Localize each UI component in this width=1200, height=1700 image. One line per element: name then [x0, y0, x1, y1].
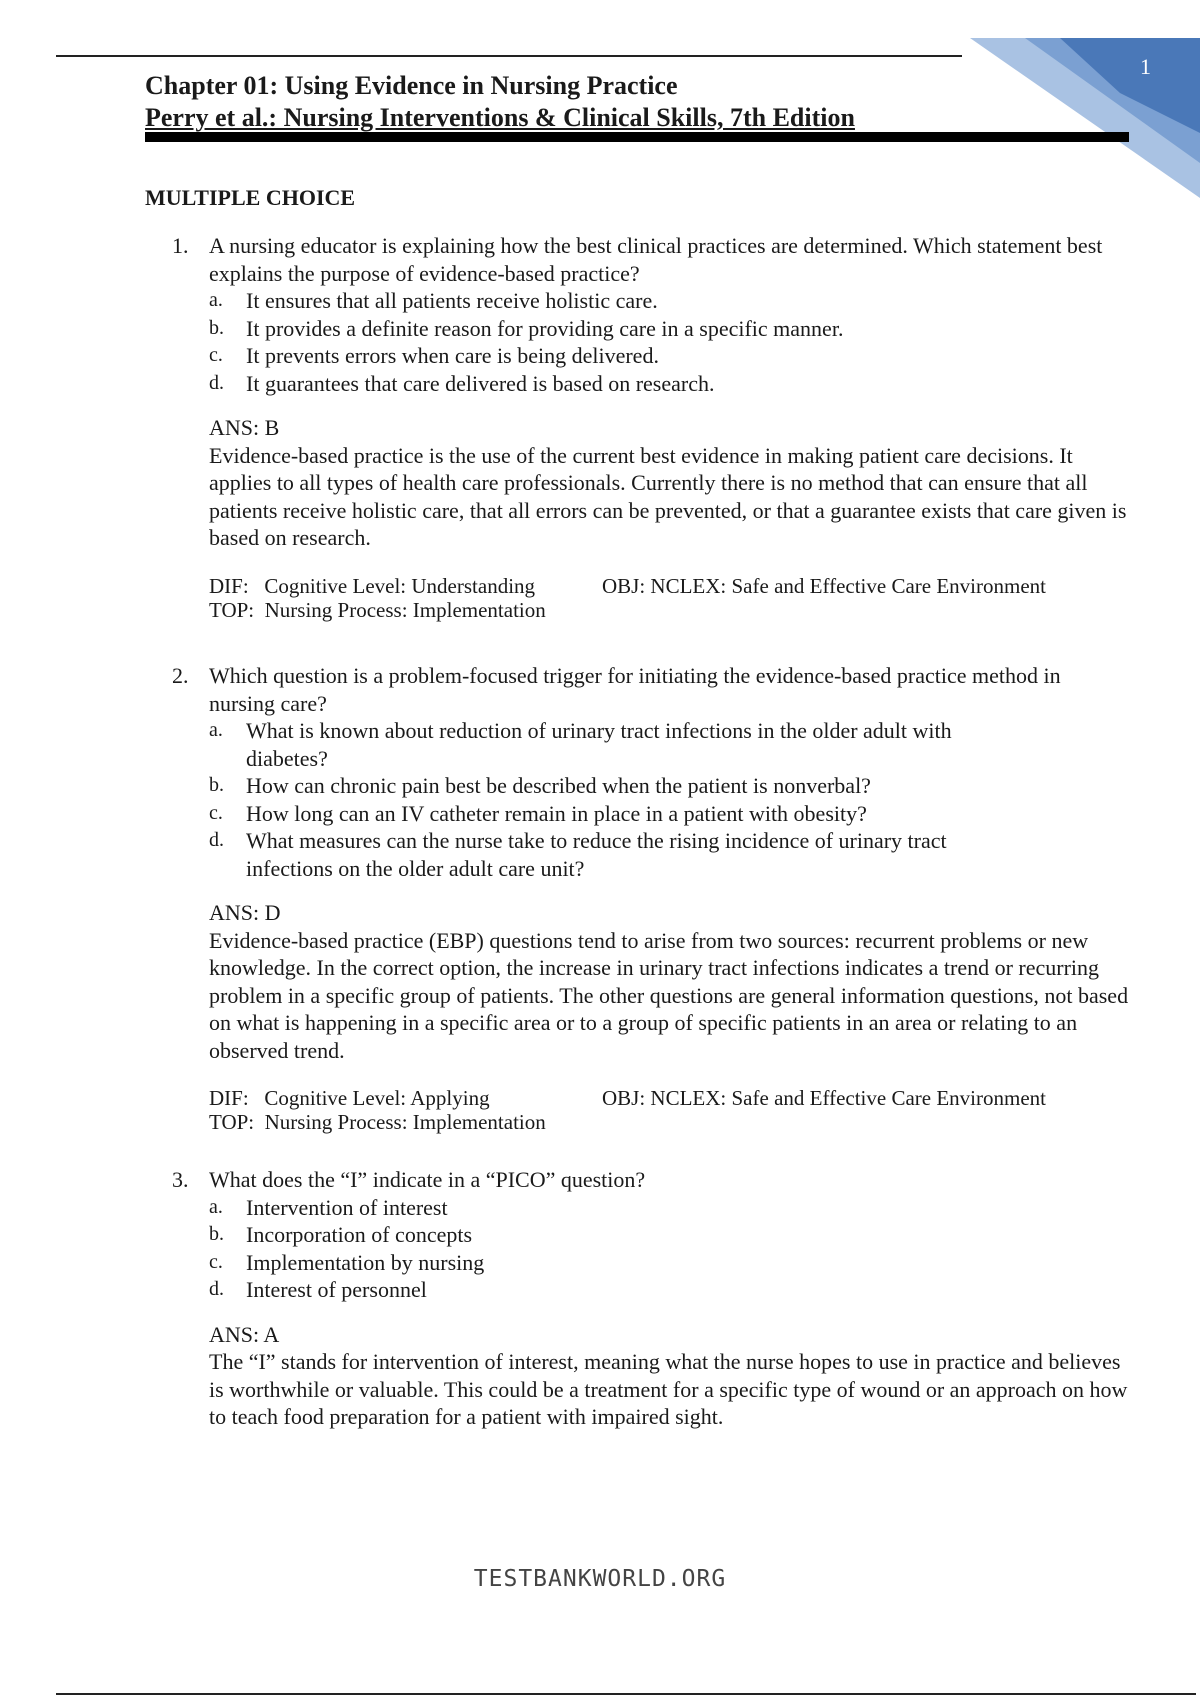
- question-3: [172, 1166, 1128, 1431]
- option-c: c. Implementation by nursing: [209, 1249, 485, 1275]
- objective: OBJ: NCLEX: Safe and Effective Care Environment: [602, 1086, 1046, 1110]
- book-title: Perry et al.: Nursing Interventions & Clinical Skills, 7th Edition: [145, 103, 855, 132]
- option-a: a. What is known about reduction of urinary tract infections in the older adult with diabetes?: [209, 718, 952, 771]
- answer: ANS: B: [209, 415, 280, 440]
- option-a: a. It ensures that all patients receive holistic care.: [209, 288, 658, 313]
- option-d: d. Interest of personnel: [209, 1277, 427, 1302]
- rationale: Evidence-based practice (EBP) questions tend to arise from two sources: recurrent problems or new knowledge. In the correct option, the increase in urinary tract infections indicates a trend or recurring problem in a specific group of patients. The other questions are general information questions, not based on what is happening in a specific area or to a group of specific patients in an area or relating to an observed trend.: [209, 927, 1129, 1063]
- option-b: b. Incorporation of concepts: [209, 1222, 473, 1247]
- question-number: 1.: [172, 233, 189, 258]
- topic: TOP: Nursing Process: Implementation: [209, 1110, 546, 1134]
- watermark: TESTBANKWORLD.ORG: [473, 1566, 727, 1592]
- header-bar: [145, 132, 1129, 142]
- bottom-rule: [56, 1693, 1196, 1695]
- question-stem: Which question is a problem-focused trigger for initiating the evidence-based practice method in nursing care?: [209, 663, 1061, 716]
- objective: OBJ: NCLEX: Safe and Effective Care Environment: [602, 573, 1046, 598]
- question-stem: A nursing educator is explaining how the best clinical practices are determined. Which statement best explains the purpose of evidence-based practice?: [209, 233, 1103, 286]
- difficulty: DIF: Cognitive Level: Applying: [209, 1086, 490, 1110]
- option-b: b. It provides a definite reason for providing care in a specific manner.: [209, 315, 844, 341]
- answer: ANS: D: [209, 900, 281, 925]
- difficulty: DIF: Cognitive Level: Understanding: [209, 573, 536, 598]
- options-list: [209, 717, 1122, 882]
- question-stem: What does the “I” indicate in a “PICO” question?: [209, 1167, 646, 1192]
- options-list: [209, 1194, 1122, 1304]
- rationale: The “I” stands for intervention of interest, meaning what the nurse hopes to use in practice and believes is worthwhile or valuable. This could be a treatment for a specific type of wound or an approach on how to teach food preparation for a patient with impaired sight.: [209, 1349, 1128, 1429]
- option-d: d. It guarantees that care delivered is based on research.: [209, 370, 715, 396]
- question-meta: [209, 574, 1122, 622]
- top-rule: [56, 55, 962, 57]
- option-c: c. It prevents errors when care is being delivered.: [209, 343, 659, 368]
- document-header: [145, 70, 1130, 134]
- section-heading: MULTIPLE CHOICE: [145, 185, 356, 210]
- question-meta: [209, 1086, 1122, 1134]
- question-number: 3.: [172, 1167, 189, 1192]
- chapter-title: Chapter 01: Using Evidence in Nursing Practice: [145, 71, 678, 100]
- topic: TOP: Nursing Process: Implementation: [209, 597, 546, 622]
- option-d: d. What measures can the nurse take to reduce the rising incidence of urinary tract infections on the older adult care unit?: [209, 828, 947, 881]
- rationale: Evidence-based practice is the use of the current best evidence in making patient care decisions. It applies to all types of health care professionals. Currently there is no method that can ensure that all patients receive holistic care, that all errors can be prevented, or that a guarantee exists that care given is based on research.: [209, 442, 1127, 550]
- options-list: [209, 287, 1122, 397]
- answer: ANS: A: [209, 1321, 280, 1347]
- page-number: 1: [1140, 54, 1151, 79]
- option-c: c. How long can an IV catheter remain in place in a patient with obesity?: [209, 800, 867, 826]
- question-2: [172, 662, 1129, 1134]
- question-1: [172, 232, 1127, 622]
- question-number: 2.: [172, 663, 189, 688]
- option-b: b. How can chronic pain best be described when the patient is nonverbal?: [209, 773, 871, 798]
- option-a: a. Intervention of interest: [209, 1194, 448, 1220]
